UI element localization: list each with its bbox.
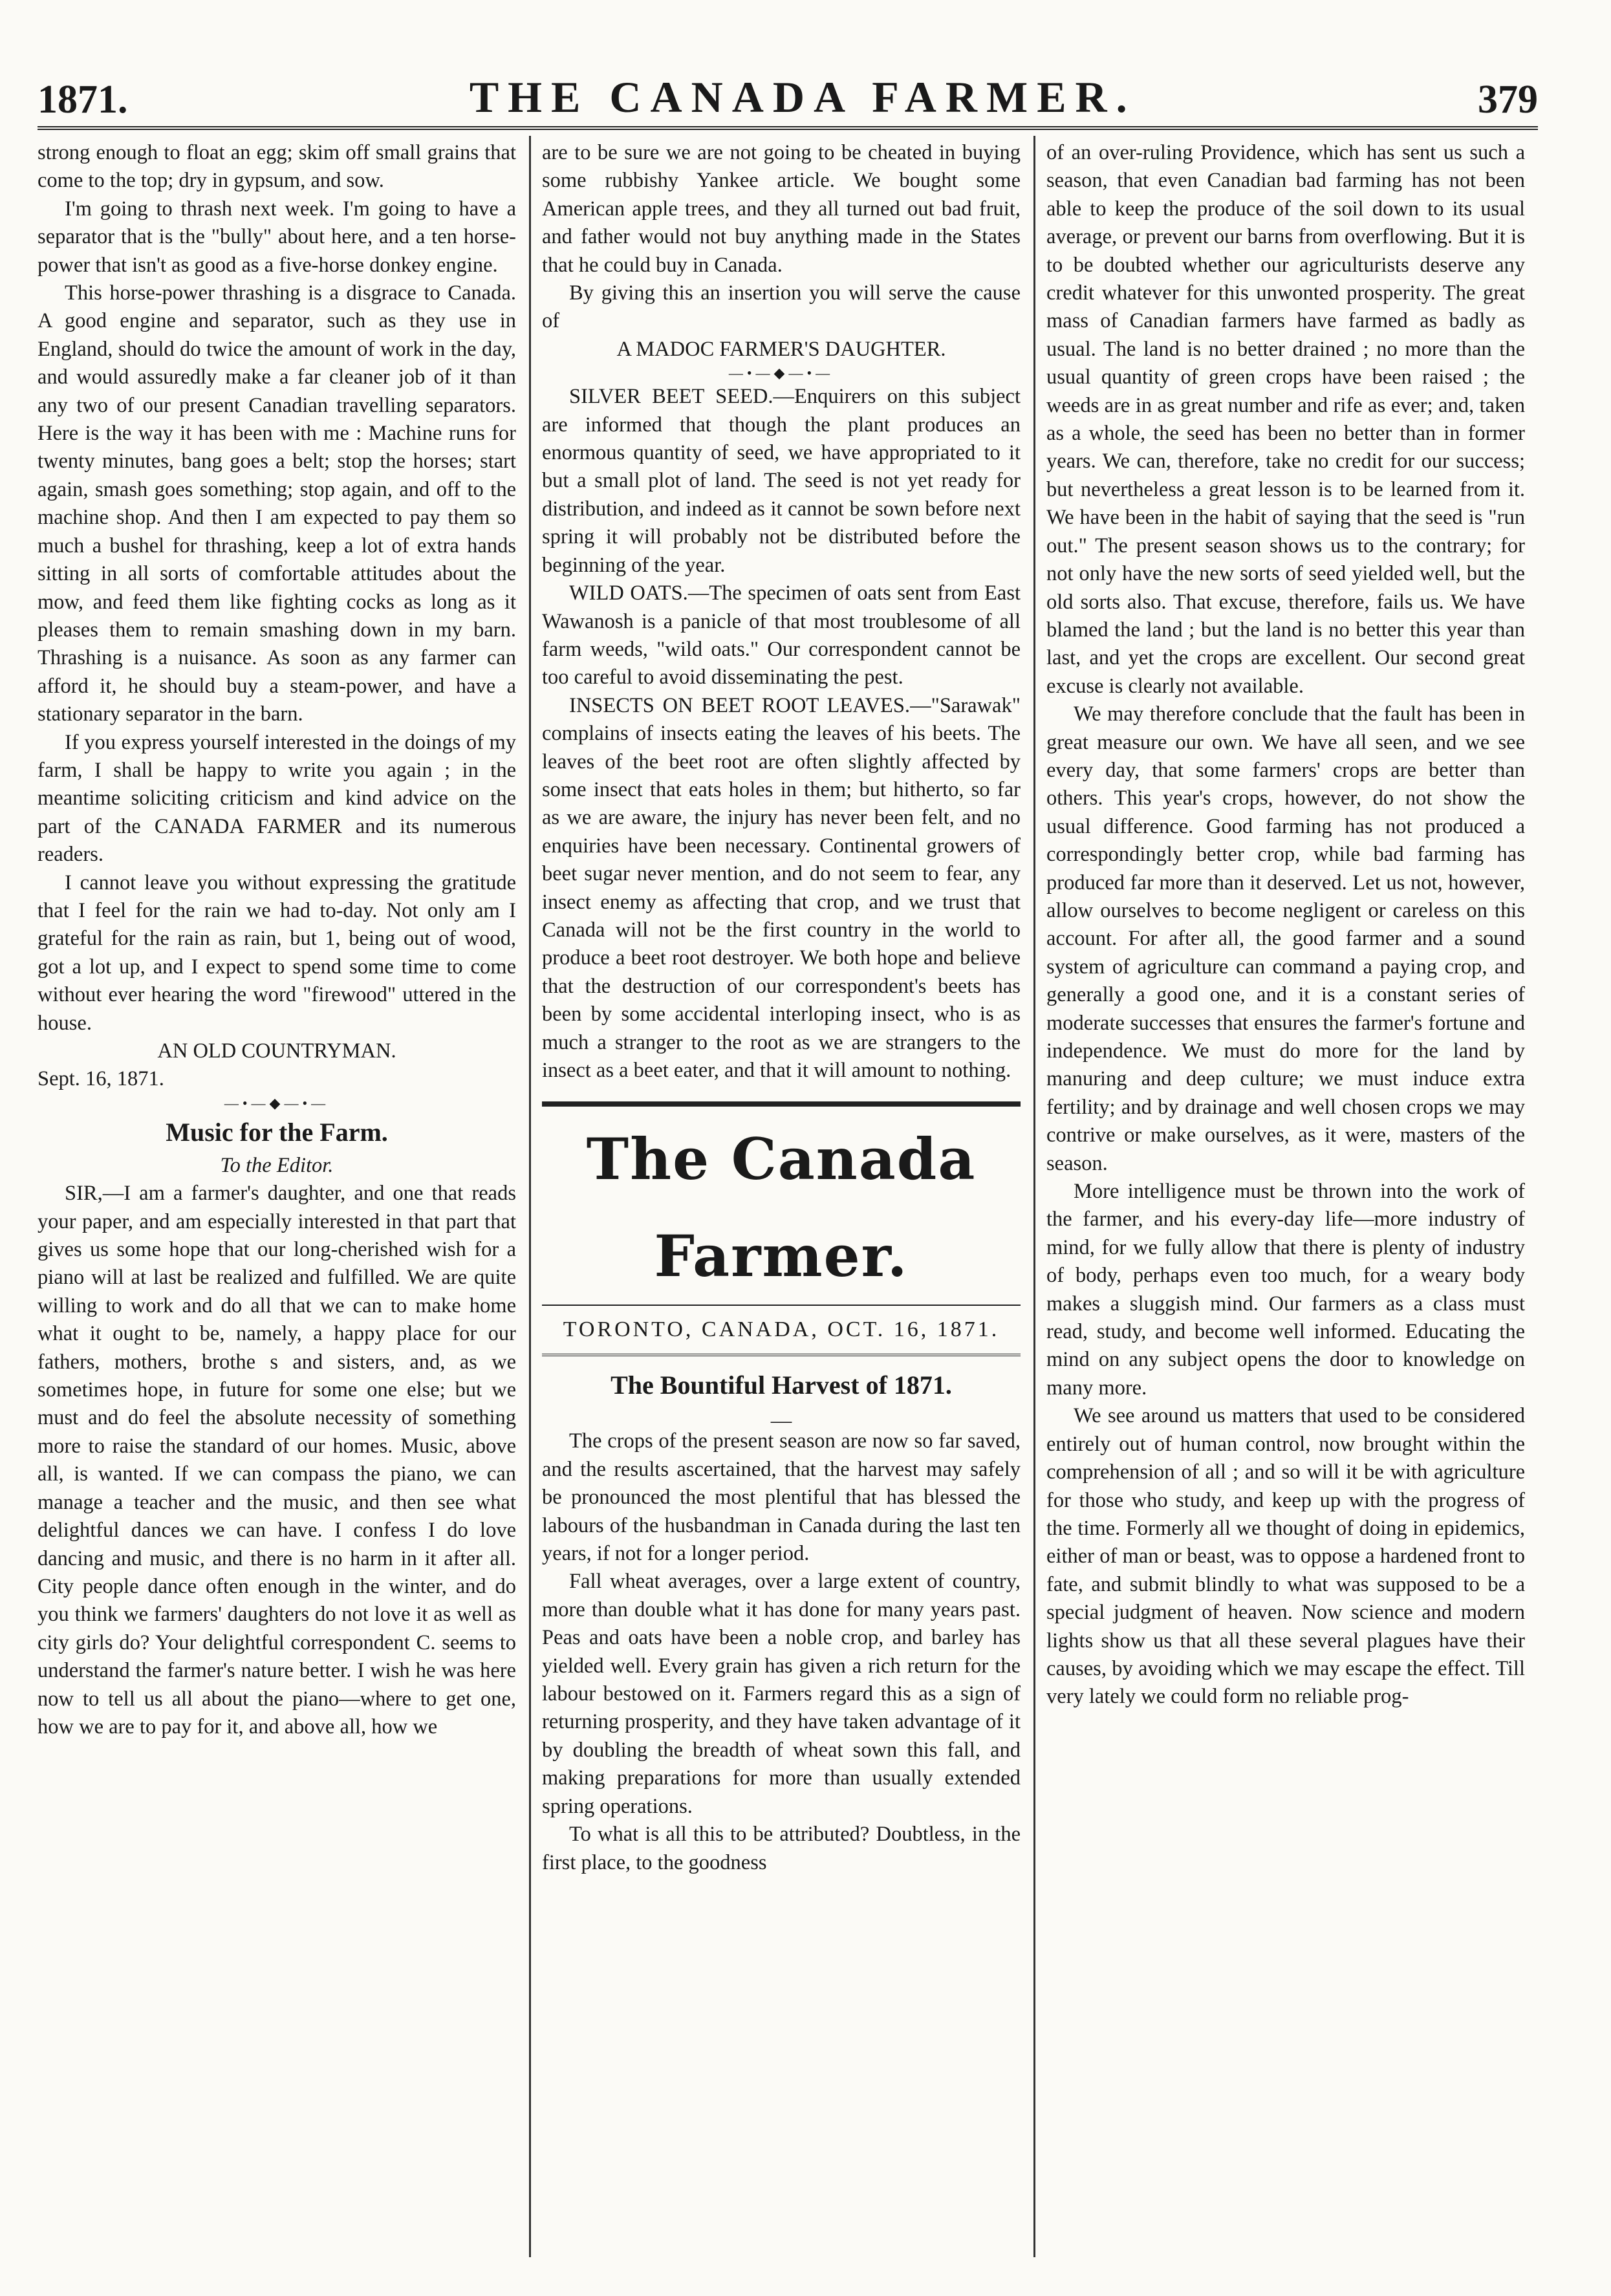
paragraph: We may therefore conclude that the fault has been in great measure our own. We have all seen, and we see every day, that some farmers' crops are better than others. This year's crops, however, do not show the usual difference. Good farming has not produced a correspondingly better crop, while bad farming has produced far more than it deserved. Let us not, however, allow ourselves to become negligent or careless on this account. For after all, the good farmer and a sound system of agriculture can command a paying crop, and generally a good one, and it is a constant series of moderate successes that ensures the farmer's fortune and independence. We must do more for the land by manuring and deep culture; we must induce extra fertility; and by drainage and well chosen crops we may contrive or make ourselves, as it were, masters of the season.	[1046, 702, 1525, 1175]
newspaper-title: THE CANADA FARMER.	[469, 72, 1136, 122]
column-divider	[529, 136, 531, 2257]
paragraph: are to be sure we are not going to be cheated in buying some rubbishy Yankee article. We bought some American apple trees, and they all turned out bad fruit, and father would not buy anything made in the States that he could buy in Canada.	[542, 141, 1021, 277]
news-item	[542, 692, 1021, 1085]
letter-signature: A MADOC FARMER'S DAUGHTER.	[616, 337, 946, 361]
news-item-lead: WILD OATS.	[569, 581, 688, 605]
news-item-lead: SILVER BEET SEED.	[569, 385, 773, 409]
dateline: TORONTO, CANADA, OCT. 16, 1871.	[542, 1306, 1021, 1356]
news-item-body: —The specimen of oats sent from East Wawanosh is a panicle of that most troublesome of all farm weeds, "wild oats." Our correspondent cannot be too careful to avoid disseminating the pest.	[542, 581, 1021, 689]
news-item-body: —"Sarawak" complains of insects eating the leaves of his beets. The leaves of the beet root are often slightly affected by some insect that eats holes in them; but hitherto, so far as we are aware, the injury has never been felt, and no enquiries have been necessary. Continental growers of beet sugar never mention, and do not seem to fear, any insect enemy as affecting that crop, and we trust that Canada will not be the first country in the world to produce a beet root destroyer. We both hope and believe that the destruction of our correspondent's beets has been by some accidental interloping insect, who is as much a stranger to the root as we are strangers to the insect as a beet eater, and that it will amount to nothing.	[542, 693, 1021, 1082]
column-3	[1046, 139, 1525, 1711]
page-header	[38, 52, 1538, 123]
paragraph: We see around us matters that used to be considered entirely out of human control, now brought within the comprehension of all ; and so will it be with agriculture for those who study, and keep up with the progress of the time. Formerly all we thought of doing in epidemics, either of man or beast, was to oppose a hardened front to fate, and submit blindly to what was supposed to be a special judgment of heaven. Now science and modern lights show us that all these several plagues have their causes, by avoiding which we may escape the effect. Till very lately we could form no reliable prog-	[1046, 1404, 1525, 1709]
news-item	[542, 579, 1021, 692]
header-rule	[38, 126, 1538, 130]
page-number: 379	[1477, 78, 1538, 122]
paragraph: To what is all this to be attributed? Doubtless, in the first place, to the goodness	[542, 1823, 1021, 1874]
letter-signature: AN OLD COUNTRYMAN.	[157, 1039, 396, 1063]
column-2	[542, 139, 1021, 1877]
letter-date: Sept. 16, 1871.	[38, 1067, 164, 1091]
section-ornament: —•—◆—•—	[728, 365, 834, 382]
paragraph: strong enough to float an egg; skim off small grains that come to the top; dry in gypsum, and sow.	[38, 141, 516, 193]
paragraph: I cannot leave you without expressing the gratitude that I feel for the rain we had to-day. Not only am I grateful for the rain as rain, but 1, being out of wood, got a lot up, and I expect to spend some time to come without ever hearing the word "firewood" uttered in the house.	[38, 871, 516, 1035]
title-dash: —	[770, 1409, 792, 1433]
section-heading: Music for the Farm.	[166, 1117, 388, 1147]
news-item	[542, 383, 1021, 579]
masthead-rule	[542, 1101, 1021, 1107]
column-divider	[1033, 136, 1035, 2257]
paragraph: I'm going to thrash next week. I'm going to have a separator that is the "bully" about here, and a ten horse-power that isn't as good as a five-horse donkey engine.	[38, 197, 516, 277]
editorial-masthead: The Canada Farmer.	[542, 1110, 1021, 1306]
paragraph: If you express yourself interested in the doings of my farm, I shall be happy to write you again ; in the meantime soliciting criticism and kind advice on the part of the CANADA FARMER and its numerous readers.	[38, 730, 516, 867]
header-year: 1871.	[38, 78, 128, 122]
paragraph: By giving this an insertion you will serve the cause of	[542, 281, 1021, 333]
paragraph: of an over-ruling Providence, which has sent us such a season, that even Canadian bad farming has not been able to keep the produce of the soil down to its usual average, or prevent our barns from overflowing. But it is to be doubted whether our agriculturists deserve any credit whatever for this unwonted prosperity. The great mass of Canadian farmers have farmed as badly as usual. The land is no better drained ; no more than the usual quantity of green crops have been raised ; the weeds are in as great number and rife as ever; and, taken as a whole, the seed has been no better than in former years. We can, therefore, take no credit for our success; but nevertheless a great lesson is to be learned from it. We have been in the habit of saying that the seed is "run out." The present season shows us to the contrary; for not only have the new sorts of seed yielded well, but the old sorts also. That excuse, therefore, fails us. We have blamed the land ; but the land is no better this year than last, and yet the crops are excellent. Our second great excuse is clearly not available.	[1046, 141, 1525, 698]
paragraph: This horse-power thrashing is a disgrace to Canada. A good engine and separator, such as they use in England, should do twice the amount of work in the day, and would assuredly make a far cleaner job of it than any two of our present Canadian travelling separators. Here is the way it has been with me : Machine runs for twenty minutes, bang goes a belt; stop the horses; start again, smash goes something; stop again, and off to the machine shop. And then I am expected to pay them so much a bushel for thrashing, keep a lot of extra hands sitting in all sorts of comfortable attitudes about the mow, and feed them like fighting cocks as long as it pleases them to remain smashing down in my barn. Thrashing is a nuisance. As soon as any farmer can afford it, he should buy a steam-power, and have a stationary separator in the barn.	[38, 281, 516, 726]
section-subheading: To the Editor.	[220, 1153, 334, 1177]
paragraph: Fall wheat averages, over a large extent of country, more than double what it has done for many years past. Peas and oats have been a noble crop, and barley has yielded well. Every grain has given a rich return for the labour bestowed on it. Farmers regard this as a sign of returning prosperity, and they have taken advantage of it by doubling the breadth of wheat sown this fall, and making preparations for more than usually extended spring operations.	[542, 1570, 1021, 1818]
paragraph: SIR,—I am a farmer's daughter, and one that reads your paper, and am especially interested in that part that gives us some hope that our long-cherished wish for a piano will at last be realized and fulfilled. We are quite willing to work and do all that we can to make home what it ought to be, namely, a happy place for our fathers, mothers, brothe s and sisters, and, as we sometimes hope, in future for some one else; but we must and do feel the absolute necessity of something more to raise the standard of our homes. Music, above all, is wanted. If we can compass the piano, we can manage a teacher and the music, and then see what delightful dances we can have. I confess I do love dancing and music, and there is no harm in it after all. City people dance often enough in the winter, and do you think we farmers' daughters do not love it as well as city girls do? Your delightful correspondent C. seems to understand the farmer's nature better. I wish he was here now to tell us all about the piano—where to get one, how we are to pay for it, and above all, how we	[38, 1182, 516, 1738]
section-ornament: —•—◆—•—	[224, 1094, 330, 1111]
news-item-body: —Enquirers on this subject are informed that though the plant produces an enormous quantity of seed, we have appropriated to it but a small plot of land. The seed is not yet ready for distribution, and indeed as it cannot be sown before next spring it will probably not be distributed before the beginning of the year.	[542, 385, 1021, 577]
article-title: The Bountiful Harvest of 1871.	[611, 1370, 952, 1400]
paragraph: The crops of the present season are now so far saved, and the results ascertained, that the harvest may safely be pronounced the most plentiful that has blessed the labours of the husbandman in Canada during the last ten years, if not for a longer period.	[542, 1429, 1021, 1566]
paragraph: More intelligence must be thrown into the work of the farmer, and his every-day life—more industry of mind, for we fully allow that there is plenty of industry of body, perhaps even too much, for a weary body makes a sluggish mind. Our farmers as a class must read, study, and become well informed. Educating the mind on any subject opens the door to knowledge on many more.	[1046, 1180, 1525, 1400]
news-item-lead: INSECTS ON BEET ROOT LEAVES.	[569, 693, 911, 717]
column-1	[38, 139, 516, 1741]
